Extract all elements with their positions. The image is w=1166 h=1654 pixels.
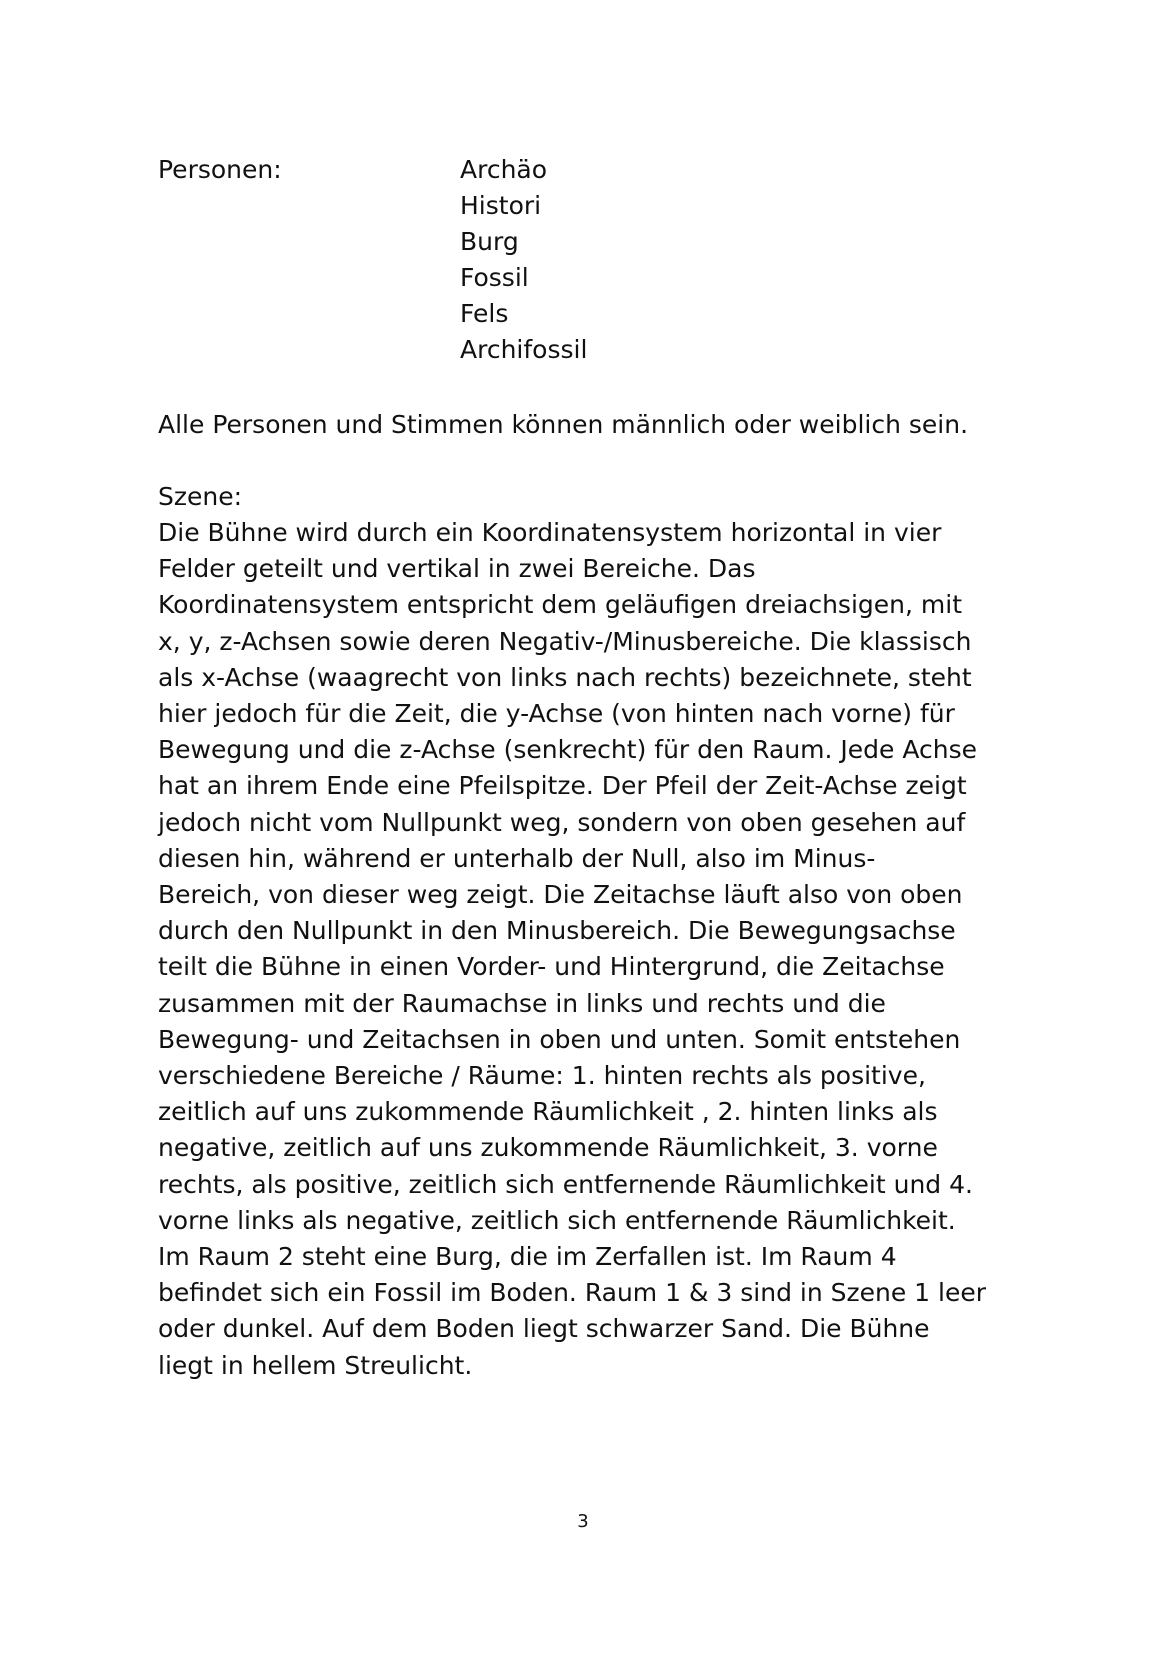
scene-heading: Szene: — [158, 482, 243, 511]
cast-name: Histori — [460, 191, 542, 220]
text-line: als x-Achse (waagrecht von links nach rechts) bezeichnete, steht — [158, 662, 972, 692]
text-line: Bewegung- und Zeitachsen in oben und unten. Somit entstehen — [158, 1024, 961, 1054]
text-line: durch den Nullpunkt in den Minusbereich. Die Bewegungsachse — [158, 916, 956, 946]
text-line: Im Raum 2 steht eine Burg, die im Zerfallen ist. Im Raum 4 — [158, 1242, 897, 1272]
text-line: Koordinatensystem entspricht dem geläufigen dreiachsigen, mit — [158, 590, 962, 620]
text-line: teilt die Bühne in einen Vorder- und Hintergrund, die Zeitachse — [158, 952, 945, 982]
cast-name: Fossil — [460, 263, 529, 292]
text-line: vorne links als negative, zeitlich sich entfernende Räumlichkeit. — [158, 1205, 956, 1235]
text-line: Bereich, von dieser weg zeigt. Die Zeitachse läuft also von oben — [158, 880, 963, 910]
text-line: Bewegung und die z-Achse (senkrecht) für den Raum. Jede Achse — [158, 735, 978, 765]
cast-list — [460, 152, 587, 368]
cast-name: Burg — [460, 227, 519, 256]
text-line: rechts, als positive, zeitlich sich entfernende Räumlichkeit und 4. — [158, 1169, 973, 1199]
text-line: verschiedene Bereiche / Räume: 1. hinten rechts als positive, — [158, 1061, 926, 1091]
text-line: hat an ihrem Ende eine Pfeilspitze. Der Pfeil der Zeit-Achse zeigt — [158, 771, 967, 801]
cast-name: Archäo — [460, 155, 548, 184]
text-line: Felder geteilt und vertikal in zwei Bereiche. Das — [158, 554, 756, 584]
text-line: Die Bühne wird durch ein Koordinatensystem horizontal in vier — [158, 518, 942, 547]
text-line: liegt in hellem Streulicht. — [158, 1350, 473, 1380]
text-line: zeitlich auf uns zukommende Räumlichkeit , 2. hinten links als — [158, 1097, 938, 1127]
cast-label: Personen: — [158, 155, 282, 184]
scene-description — [158, 515, 1018, 1384]
gender-note: Alle Personen und Stimmen können männlich oder weiblich sein. — [158, 410, 969, 439]
text-line: zusammen mit der Raumachse in links und rechts und die — [158, 988, 886, 1018]
text-line: negative, zeitlich auf uns zukommende Räumlichkeit, 3. vorne — [158, 1133, 938, 1163]
page-number: 3 — [577, 1511, 589, 1532]
text-line: befindet sich ein Fossil im Boden. Raum 1 & 3 sind in Szene 1 leer — [158, 1278, 987, 1308]
cast-name: Archifossil — [460, 335, 588, 364]
text-line: oder dunkel. Auf dem Boden liegt schwarzer Sand. Die Bühne — [158, 1314, 930, 1344]
text-line: hier jedoch für die Zeit, die y-Achse (von hinten nach vorne) für — [158, 699, 955, 729]
cast-name: Fels — [460, 299, 509, 328]
text-line: x, y, z-Achsen sowie deren Negativ-/Minusbereiche. Die klassisch — [158, 626, 972, 656]
text-line: diesen hin, während er unterhalb der Null, also im Minus- — [158, 843, 876, 873]
text-line: jedoch nicht vom Nullpunkt weg, sondern von oben gesehen auf — [158, 807, 966, 837]
